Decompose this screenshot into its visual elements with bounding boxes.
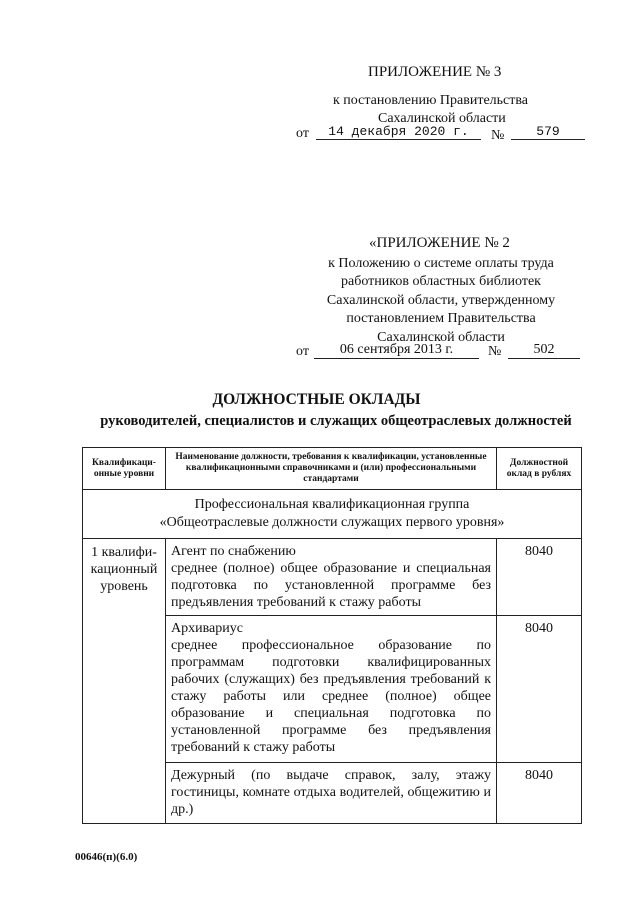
- appendix3-date-row: [296, 122, 586, 144]
- table-header-row: [83, 448, 582, 490]
- document-heading: ДОЛЖНОСТНЫЕ ОКЛАДЫ: [212, 391, 421, 408]
- position-requirements: среднее (полное) общее образование и специальная подготовка по установленной программе без предъявления требований к стажу работы: [171, 561, 491, 610]
- footer-code: 00646(п)(6.0): [75, 851, 138, 863]
- appendix2-lines: [306, 255, 576, 347]
- table-row: [83, 539, 582, 616]
- salary-cell: 8040: [497, 616, 582, 763]
- appendix3-date: 14 декабря 2020 г.: [316, 124, 481, 140]
- position-cell: [166, 539, 497, 616]
- group-line2: «Общеотраслевые должности служащих первого уровня»: [159, 515, 505, 530]
- header-position: Наименование должности, требования к квалификации, установленные квалификационными справочниками и (или) профессиональными стандартами: [166, 448, 497, 490]
- appendix2-line: работников областных библиотек: [341, 274, 541, 290]
- salary-table: [82, 447, 582, 824]
- position-cell: [166, 763, 497, 824]
- appendix3-line2: Сахалинской области: [378, 111, 506, 126]
- header-level: Квалификаци-онные уровни: [83, 448, 166, 490]
- document-subheading: руководителей, специалистов и служащих общеотраслевых должностей: [100, 413, 572, 429]
- appendix2-number: 502: [508, 342, 580, 359]
- appendix2-line: Сахалинской области: [377, 329, 505, 345]
- appendix2-title: «ПРИЛОЖЕНИЕ № 2: [369, 235, 510, 251]
- group-cell: [83, 490, 582, 539]
- appendix2-from-label: от: [296, 344, 309, 359]
- group-row: [83, 490, 582, 539]
- appendix2-number-sign: №: [488, 344, 502, 359]
- position-name: Архивариус: [171, 621, 243, 636]
- position-cell: [166, 616, 497, 763]
- appendix3-line1: к постановлению Правительства: [333, 93, 529, 108]
- appendix3-title: ПРИЛОЖЕНИЕ № 3: [368, 64, 502, 80]
- salary-cell: 8040: [497, 763, 582, 824]
- appendix2-line: постановлением Правительства: [346, 311, 536, 327]
- appendix3-number: 579: [511, 124, 585, 140]
- appendix2-date: 06 сентября 2013 г.: [314, 342, 479, 359]
- header-salary: Должностной оклад в рублях: [497, 448, 582, 490]
- level-cell: 1 квалифи-кационный уровень: [83, 539, 166, 824]
- salary-cell: 8040: [497, 539, 582, 616]
- appendix2-date-row: [296, 341, 586, 363]
- position-requirements: среднее профессиональное образование по программам подготовки квалифицированных рабочих (служащих) без предъявления требований к стажу работы или среднее (полное) общее образование и специальная подготовка по установленной программе без предъявления требований к стажу работы: [171, 638, 491, 755]
- group-line1: Профессиональная квалификационная группа: [194, 497, 470, 512]
- position-name: Дежурный (по выдаче справок, залу, этажу гостиницы, комнате отдыха водителей, общежитию и др.): [171, 768, 491, 817]
- appendix3-number-sign: №: [491, 128, 505, 143]
- appendix2-line: Сахалинской области, утвержденному: [326, 292, 556, 308]
- appendix2-line: к Положению о системе оплаты труда: [328, 256, 554, 271]
- position-name: Агент по снабжению: [171, 544, 296, 559]
- appendix3-from-label: от: [296, 126, 309, 141]
